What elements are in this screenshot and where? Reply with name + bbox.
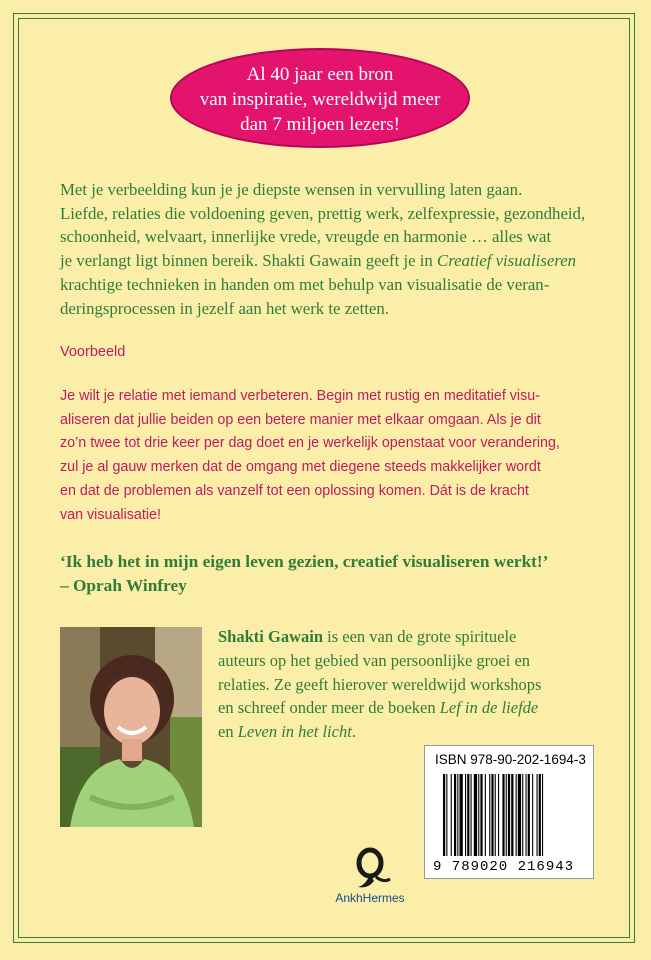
bio-text: . xyxy=(351,722,356,742)
bio-line: auteurs op het gebied van persoonlijke groei en xyxy=(218,650,531,670)
intro-line: Met je verbeelding kun je je diepste wensen in vervulling laten gaan. xyxy=(60,180,523,199)
barcode-bar xyxy=(474,774,477,856)
barcode-bar xyxy=(485,774,486,856)
intro-line: schoonheid, welvaart, innerlijke vrede, vreugde en harmonie … alles wat xyxy=(60,227,552,247)
quote-text: ‘Ik heb het in mijn eigen leven gezien, creatief visualiseren werkt!’ xyxy=(60,552,549,571)
publisher-emblem-icon xyxy=(320,843,420,891)
book-title-italic: Creatief visualiseren xyxy=(437,251,577,271)
barcode-bar xyxy=(465,774,466,856)
intro-line: deringsprocessen in jezelf aan het werk te zetten. xyxy=(60,298,389,318)
barcode-bar xyxy=(443,774,445,856)
barcode-bar xyxy=(498,774,499,856)
barcode-bar xyxy=(537,774,538,856)
example-paragraph xyxy=(60,385,600,527)
intro-paragraph xyxy=(60,178,600,320)
intro-line: krachtige technieken in handen om met behulp van visualisatie de veran- xyxy=(60,274,550,294)
badge-line-3: dan 7 miljoen lezers! xyxy=(240,113,400,135)
publisher-name: AnkhHermes xyxy=(335,891,405,905)
promo-badge xyxy=(170,48,470,148)
bio-line xyxy=(218,720,598,744)
barcode-bar xyxy=(526,774,527,856)
bio-line xyxy=(218,696,598,720)
intro-line-text: je verlangt ligt binnen bereik. Shakti Gawain geeft je in xyxy=(60,251,437,271)
intro-line: Liefde, relaties die voldoening geven, prettig werk, zelfexpressie, gezondheid, xyxy=(60,203,586,223)
author-photo xyxy=(60,627,202,827)
barcode-bar xyxy=(511,774,513,856)
barcode-bar xyxy=(454,774,456,856)
isbn-label: ISBN 978-90-202-1694-3 xyxy=(435,752,586,767)
barcode-bar xyxy=(495,774,496,856)
bio-text: en xyxy=(218,722,238,742)
barcode-bar xyxy=(446,774,447,856)
barcode-bar xyxy=(522,774,523,856)
barcode-bar xyxy=(460,774,463,856)
barcode-bar xyxy=(491,774,493,856)
bio-line xyxy=(218,625,598,649)
barcode-bar xyxy=(542,774,543,856)
barcode-bar xyxy=(478,774,479,856)
barcode-bar xyxy=(471,774,472,856)
barcode-bar xyxy=(502,774,504,856)
barcode-bar xyxy=(489,774,490,856)
author-name: Shakti Gawain xyxy=(218,627,323,646)
badge-line-1: Al 40 jaar een bron xyxy=(246,63,394,85)
barcode-bar xyxy=(528,774,530,856)
barcode-bar xyxy=(451,774,452,856)
example-line: Je wilt je relatie met iemand verbeteren. Begin met rustig en meditatief visu- xyxy=(60,388,540,404)
book-title-italic: Leven in het licht xyxy=(237,722,352,742)
barcode-bar xyxy=(457,774,458,856)
example-line: zo’n twee tot drie keer per dag doet en je werkelijk openstaat voor verandering, xyxy=(60,435,560,452)
bio-text: is een van de grote spirituele xyxy=(323,627,517,646)
bio-line: relaties. Ze geeft hierover wereldwijd workshops xyxy=(218,674,542,694)
example-line: aliseren dat jullie beiden op een betere manier met elkaar omgaan. Als je dit xyxy=(60,411,541,428)
barcode-bar xyxy=(467,774,469,856)
author-bio xyxy=(218,625,598,744)
intro-line xyxy=(60,249,600,273)
example-line: van visualisatie! xyxy=(60,506,161,523)
testimonial-quote xyxy=(60,550,600,598)
barcode-bar xyxy=(518,774,521,856)
book-title-italic: Lef in de liefde xyxy=(439,698,539,718)
bio-text: en schreef onder meer de boeken xyxy=(218,698,440,718)
example-heading: Voorbeeld xyxy=(60,344,126,360)
barcode-bar xyxy=(539,774,541,856)
example-line: en dat de problemen als vanzelf tot een oplossing komen. Dát is de kracht xyxy=(60,482,529,499)
publisher-logo xyxy=(320,843,420,913)
quote-author: – Oprah Winfrey xyxy=(60,576,187,595)
barcode-panel xyxy=(424,745,594,879)
ean-number: 9 789020 216943 xyxy=(433,859,575,875)
barcode-bar xyxy=(480,774,482,856)
example-line: zul je al gauw merken dat de omgang met diegene steeds makkelijker wordt xyxy=(60,459,541,476)
badge-line-2: van inspiratie, wereldwijd meer xyxy=(199,88,441,110)
barcode-bar xyxy=(506,774,507,856)
barcode-bar xyxy=(516,774,517,856)
barcode-bar xyxy=(508,774,510,856)
barcode-bar xyxy=(532,774,533,856)
